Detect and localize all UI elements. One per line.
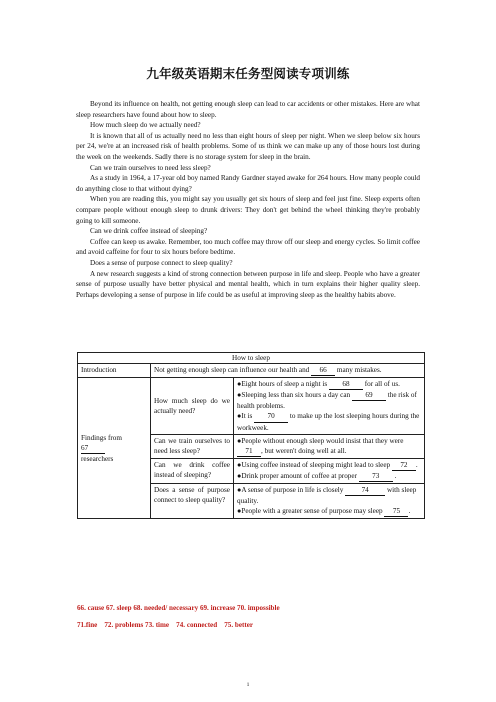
passage-question: Can we train ourselves to need less sleep? [90, 163, 211, 172]
blank-67[interactable]: 67 [81, 443, 105, 454]
blank-68[interactable]: 68 [329, 379, 363, 390]
point-text: for all of us. [364, 380, 400, 389]
question-cell: Can we train ourselves to need less sleep? [151, 434, 234, 458]
point-item [237, 506, 421, 517]
intro-cell [151, 364, 425, 378]
point-item [237, 390, 421, 411]
point-text: ●Drink proper amount of coffee at proper [237, 471, 357, 480]
blank-72[interactable]: 72 [392, 460, 416, 471]
table-caption: How to sleep [78, 353, 425, 364]
passage-question: Can we drink coffee instead of sleeping? [90, 227, 208, 236]
point-text: ●People with a greater sense of purpose may sleep [237, 507, 383, 516]
points-cell [234, 484, 425, 519]
point-text: ●A sense of purpose in life is closely [237, 486, 344, 495]
question-cell: Can we drink coffee instead of sleeping? [151, 458, 234, 483]
point-text: , but weren't doing well at all. [261, 446, 347, 455]
points-cell [234, 378, 425, 434]
blank-71[interactable]: 71 [237, 446, 261, 457]
intro-label: Introduction [78, 364, 151, 378]
findings-label [78, 378, 151, 519]
passage-question: Does a sense of purpose connect to sleep quality? [90, 258, 233, 267]
passage-paragraph: It is known that all of us actually need no less than eight hours of sleep per night. When we sleep below six hours per 24, we're at an increased risk of health problems. Some of us think we can make up any of those hours lost during the week on the weekends. Sadly there is no storage system for sleep in the brain. [76, 131, 420, 161]
page-number: 1 [246, 682, 250, 688]
intro-text: Not getting enough sleep can influence our health and [154, 366, 310, 375]
point-text: ●Using coffee instead of sleeping might lead to sleep [237, 460, 391, 469]
table-row [78, 364, 425, 378]
blank-69[interactable]: 69 [352, 390, 386, 401]
points-cell [234, 434, 425, 458]
table-row [78, 378, 425, 434]
summary-table [77, 352, 425, 519]
point-item [237, 485, 421, 506]
point-item [237, 379, 421, 390]
question-cell: Does a sense of purpose connect to sleep quality? [151, 484, 234, 519]
page-title: 九年级英语期末任务型阅读专项训练 [146, 66, 350, 81]
answer-key-line: 66. cause 67. sleep 68. needed/ necessary 69. increase 70. impossible [77, 604, 280, 612]
reading-passage [76, 99, 420, 300]
answer-key-line: 71.fine 72. problems 73. time 74. connected 75. better [77, 621, 254, 629]
point-text: . [415, 460, 418, 469]
point-item [237, 460, 421, 471]
passage-question: How much sleep do we actually need? [90, 121, 201, 130]
intro-text: many mistakes. [336, 366, 382, 375]
blank-66[interactable]: 66 [311, 365, 335, 376]
point-text: . [408, 507, 411, 516]
blank-73[interactable]: 73 [359, 471, 393, 482]
blank-70[interactable]: 70 [254, 411, 288, 422]
findings-label-text: Findings from [81, 433, 122, 442]
passage-paragraph: When you are reading this, you might say you usually get six hours of sleep and feel just fine. Sleep experts often compare people without enough sleep to drunk drivers: They don't get behind the wheel thinking they're probably going to kill someone. [76, 195, 420, 225]
passage-paragraph: Beyond its influence on health, not getting enough sleep can lead to car accidents or other mistakes. Here are what sleep researchers have found about how to sleep. [76, 100, 420, 119]
blank-74[interactable]: 74 [345, 485, 385, 496]
passage-paragraph: Coffee can keep us awake. Remember, too much coffee may throw off our sleep and energy cycles. So limit coffee and avoid caffeine for four to six hours before bedtime. [76, 237, 420, 257]
point-text: ●People without enough sleep would insist that they were [237, 436, 404, 445]
point-item [237, 411, 421, 432]
point-text: ●Eight hours of sleep a night is [237, 380, 328, 389]
blank-75[interactable]: 75 [384, 506, 408, 517]
passage-paragraph: As a study in 1964, a 17-year old boy named Randy Gardner stayed awake for 264 hours. How many people could do anything close to that without dying? [76, 174, 420, 193]
point-text: ●It is [237, 412, 253, 421]
points-cell [234, 458, 425, 483]
point-item [237, 471, 421, 482]
point-text: the risk of health problems. [237, 391, 417, 411]
point-text: . [394, 471, 397, 480]
point-text: with sleep quality. [237, 486, 417, 506]
question-cell: How much sleep do we actually need? [151, 378, 234, 434]
point-text: to make up the lost sleeping hours during the workweek. [237, 412, 420, 432]
passage-paragraph: A new research suggests a kind of strong connection between purpose in life and sleep. People who have a greater sense of purpose usually have better physical and mental health, which in turn explains their higher quality sleep. Perhaps developing a sense of purpose in life could be as useful at improving sleep as the healthy habits above. [76, 269, 420, 299]
findings-label-text: researchers [81, 454, 114, 463]
point-item [237, 436, 421, 457]
point-text: ●Sleeping less than six hours a day can [237, 391, 351, 400]
